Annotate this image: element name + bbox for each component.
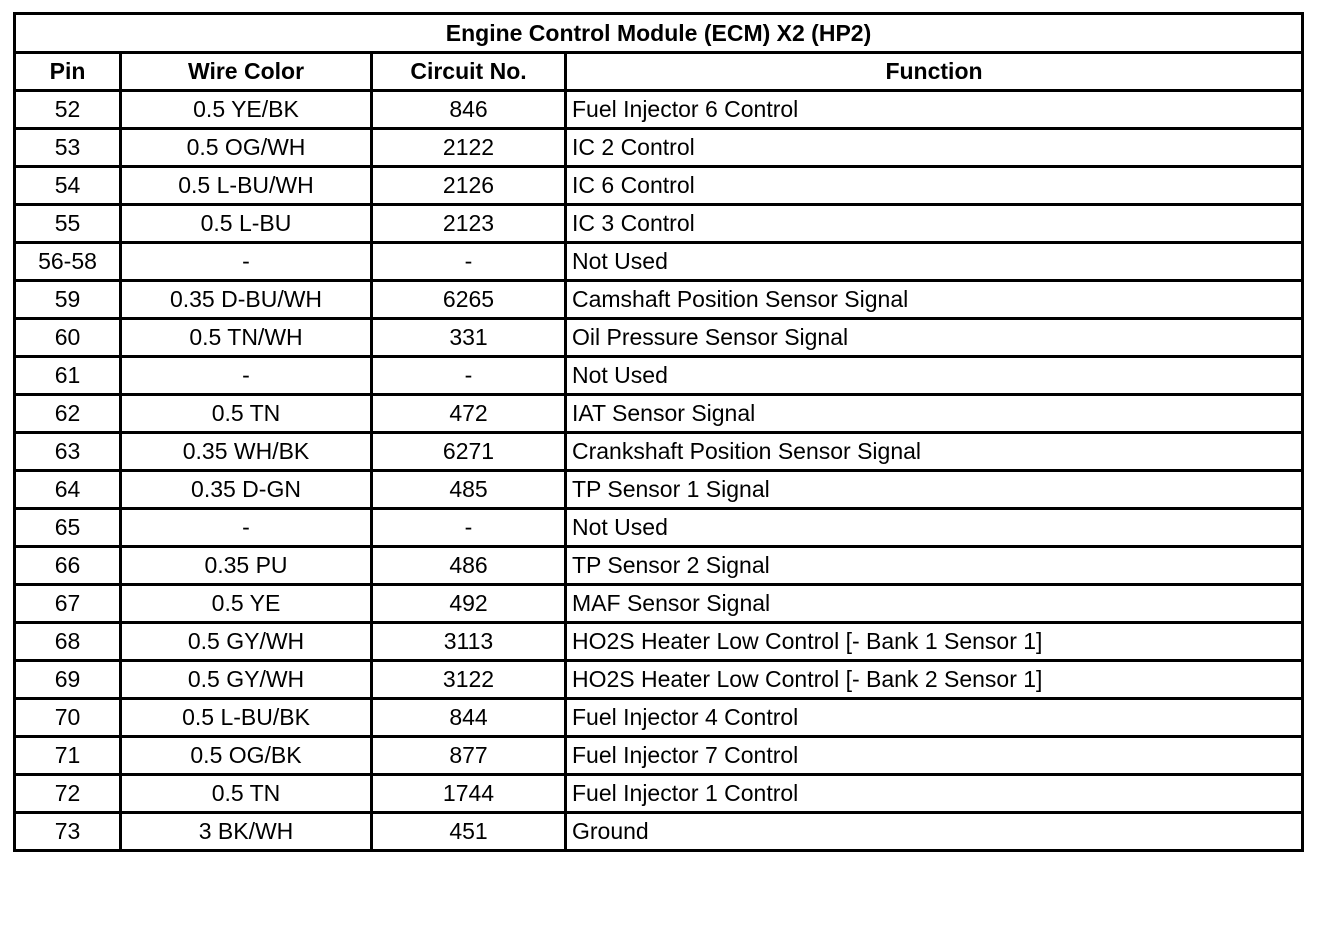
table-row (15, 205, 1303, 243)
function-cell: HO2S Heater Low Control [- Bank 1 Sensor 1] (566, 623, 1303, 661)
table-row (15, 395, 1303, 433)
wire-color-cell: 0.5 TN/WH (121, 319, 372, 357)
circuit-cell: 331 (372, 319, 566, 357)
wire-color-cell: - (121, 243, 372, 281)
table-row (15, 547, 1303, 585)
table-row (15, 243, 1303, 281)
wire-color-cell: 0.35 PU (121, 547, 372, 585)
table-row (15, 167, 1303, 205)
pin-cell: 60 (15, 319, 121, 357)
table-title: Engine Control Module (ECM) X2 (HP2) (15, 14, 1303, 53)
circuit-cell: - (372, 357, 566, 395)
function-cell: Crankshaft Position Sensor Signal (566, 433, 1303, 471)
pin-cell: 59 (15, 281, 121, 319)
function-cell: Fuel Injector 6 Control (566, 91, 1303, 129)
function-cell: Camshaft Position Sensor Signal (566, 281, 1303, 319)
pin-cell: 53 (15, 129, 121, 167)
function-cell: IC 6 Control (566, 167, 1303, 205)
table-row (15, 433, 1303, 471)
table-row (15, 319, 1303, 357)
function-cell: IC 3 Control (566, 205, 1303, 243)
circuit-cell: 877 (372, 737, 566, 775)
circuit-cell: 6271 (372, 433, 566, 471)
pin-cell: 68 (15, 623, 121, 661)
table-row (15, 91, 1303, 129)
function-cell: Oil Pressure Sensor Signal (566, 319, 1303, 357)
circuit-cell: 2126 (372, 167, 566, 205)
pin-cell: 65 (15, 509, 121, 547)
table-row (15, 623, 1303, 661)
wire-color-cell: 0.35 D-GN (121, 471, 372, 509)
function-cell: Not Used (566, 243, 1303, 281)
pin-cell: 63 (15, 433, 121, 471)
function-cell: TP Sensor 2 Signal (566, 547, 1303, 585)
table-row (15, 471, 1303, 509)
function-cell: Ground (566, 813, 1303, 851)
circuit-cell: 1744 (372, 775, 566, 813)
circuit-cell: 3122 (372, 661, 566, 699)
wire-color-cell: 0.5 TN (121, 775, 372, 813)
circuit-cell: 492 (372, 585, 566, 623)
pin-cell: 62 (15, 395, 121, 433)
circuit-cell: 844 (372, 699, 566, 737)
header-circuit-no: Circuit No. (372, 53, 566, 91)
header-pin: Pin (15, 53, 121, 91)
circuit-cell: - (372, 509, 566, 547)
circuit-cell: 486 (372, 547, 566, 585)
pin-cell: 56-58 (15, 243, 121, 281)
wire-color-cell: 0.5 YE/BK (121, 91, 372, 129)
wire-color-cell: 0.5 TN (121, 395, 372, 433)
function-cell: Fuel Injector 1 Control (566, 775, 1303, 813)
circuit-cell: 485 (372, 471, 566, 509)
function-cell: Fuel Injector 7 Control (566, 737, 1303, 775)
function-cell: Fuel Injector 4 Control (566, 699, 1303, 737)
circuit-cell: 3113 (372, 623, 566, 661)
wire-color-cell: 0.5 GY/WH (121, 661, 372, 699)
wire-color-cell: 0.5 L-BU/WH (121, 167, 372, 205)
function-cell: IC 2 Control (566, 129, 1303, 167)
wire-color-cell: 0.5 OG/WH (121, 129, 372, 167)
circuit-cell: - (372, 243, 566, 281)
table-row (15, 129, 1303, 167)
function-cell: Not Used (566, 357, 1303, 395)
connector-pinout-table (13, 12, 1304, 852)
pin-cell: 69 (15, 661, 121, 699)
pin-cell: 72 (15, 775, 121, 813)
pin-cell: 66 (15, 547, 121, 585)
pin-cell: 54 (15, 167, 121, 205)
circuit-cell: 451 (372, 813, 566, 851)
table-row (15, 585, 1303, 623)
wire-color-cell: - (121, 509, 372, 547)
wire-color-cell: 0.5 GY/WH (121, 623, 372, 661)
pin-cell: 70 (15, 699, 121, 737)
pin-cell: 55 (15, 205, 121, 243)
wire-color-cell: 0.5 L-BU/BK (121, 699, 372, 737)
table-header-row (15, 53, 1303, 91)
pin-cell: 61 (15, 357, 121, 395)
table-row (15, 775, 1303, 813)
table-row (15, 737, 1303, 775)
table-row (15, 357, 1303, 395)
table-row (15, 509, 1303, 547)
circuit-cell: 2123 (372, 205, 566, 243)
function-cell: MAF Sensor Signal (566, 585, 1303, 623)
header-wire-color: Wire Color (121, 53, 372, 91)
circuit-cell: 846 (372, 91, 566, 129)
table-row (15, 281, 1303, 319)
circuit-cell: 6265 (372, 281, 566, 319)
wire-color-cell: 0.5 L-BU (121, 205, 372, 243)
pin-cell: 52 (15, 91, 121, 129)
table-row (15, 699, 1303, 737)
wire-color-cell: 3 BK/WH (121, 813, 372, 851)
table-row (15, 661, 1303, 699)
wire-color-cell: 0.5 YE (121, 585, 372, 623)
function-cell: TP Sensor 1 Signal (566, 471, 1303, 509)
table-title-row (15, 14, 1303, 53)
table-row (15, 813, 1303, 851)
pin-cell: 73 (15, 813, 121, 851)
function-cell: IAT Sensor Signal (566, 395, 1303, 433)
wire-color-cell: 0.35 WH/BK (121, 433, 372, 471)
wire-color-cell: - (121, 357, 372, 395)
wire-color-cell: 0.35 D-BU/WH (121, 281, 372, 319)
function-cell: Not Used (566, 509, 1303, 547)
wire-color-cell: 0.5 OG/BK (121, 737, 372, 775)
pin-cell: 64 (15, 471, 121, 509)
circuit-cell: 472 (372, 395, 566, 433)
pin-cell: 71 (15, 737, 121, 775)
function-cell: HO2S Heater Low Control [- Bank 2 Sensor 1] (566, 661, 1303, 699)
circuit-cell: 2122 (372, 129, 566, 167)
pin-cell: 67 (15, 585, 121, 623)
header-function: Function (566, 53, 1303, 91)
